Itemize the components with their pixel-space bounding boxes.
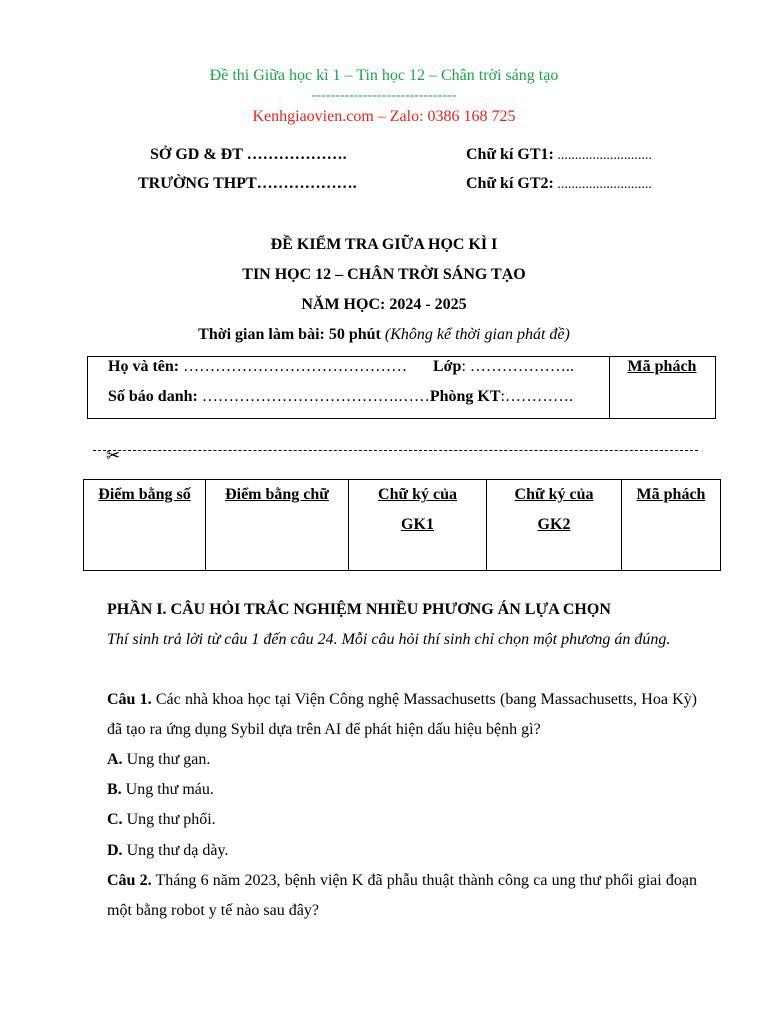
supervisor-1-dots: ........................... [553,148,652,163]
score-number-header: Điểm bằng số [84,480,206,571]
ma-phach-header: Mã phách [627,358,697,375]
candidate-number-line [108,388,573,406]
class-line [433,358,574,376]
school-name: TRƯỜNG THPT………………. [138,175,357,192]
option-letter: B. [107,781,122,798]
part1-heading: PHẦN I. CÂU HỎI TRẮC NGHIỆM NHIỀU PHƯƠNG ÁN LỰA CHỌN [107,601,611,618]
contact-line: Kenhgiaovien.com – Zalo: 0386 168 725 [252,108,516,125]
sbd-dots: ……………………………….…… [197,388,430,405]
option-text: Ung thư phổi. [122,811,216,828]
student-name-line [108,358,407,376]
question-2-label: Câu 2. [107,872,152,889]
option-letter: D. [107,842,123,859]
supervisor-2-signature [466,175,652,193]
option-letter: C. [107,811,123,828]
option-letter: A. [107,751,123,768]
exam-subject: TIN HỌC 12 – CHÂN TRỜI SÁNG TẠO [242,266,526,283]
cut-line [93,450,698,451]
part1-instruction: Thí sinh trả lời từ câu 1 đến câu 24. Mỗi câu hỏi thí sinh chỉ chọn một phương án đúng. [107,631,671,648]
score-table [83,479,721,571]
department-name: SỞ GD & ĐT ………………. [150,146,347,163]
option-text: Ung thư dạ dày. [122,842,229,859]
student-info-box [87,356,716,419]
supervisor-1-label: Chữ kí GT1: [466,146,554,163]
q1-option-d [107,836,697,866]
gk1-line2: GK1 [401,516,434,533]
sbd-label: Số báo danh: [108,388,198,405]
supervisor-2-label: Chữ kí GT2: [466,175,554,192]
document-top-title: Đề thi Giữa học kì 1 – Tin học 12 – Chân trời sáng tạo [209,67,559,84]
duration-label: Thời gian làm bài: 50 phút [198,326,381,343]
supervisor-2-dots: ........................... [553,177,652,192]
exam-duration [0,326,768,344]
duration-note: (Không kể thời gian phát đề) [384,326,570,343]
gk2-line2: GK2 [537,516,571,533]
class-dots: : ……………….. [461,358,574,375]
room-label: Phòng KT [429,388,501,405]
school-year: NĂM HỌC: 2024 - 2025 [301,296,467,313]
question-1 [107,685,697,745]
question-2 [107,866,697,926]
ma-phach-score-header: Mã phách [622,480,721,571]
gk1-line1: Chữ ký của [378,486,457,503]
option-text: Ung thư gan. [122,751,211,768]
question-1-text: Các nhà khoa học tại Viện Công nghệ Massachusetts (bang Massachusetts, Hoa Kỳ) đã tạo ra ứng dụng Sybil dựa trên AI để phát hiện dấu hiệu bệnh gì? [107,691,698,738]
question-2-text: Tháng 6 năm 2023, bệnh viện K đã phẫu thuật thành công ca ung thư phổi giai đoạn một bằng robot y tế nào sau đây? [107,872,697,919]
score-words-header: Điểm bằng chữ [206,480,349,571]
name-dots: …………………………………… [179,358,408,375]
gk2-signature-header [487,480,622,571]
gk2-line1: Chữ ký của [514,486,594,503]
q1-option-c [107,805,697,835]
class-label: Lớp [433,358,462,375]
q1-option-b [107,775,697,805]
title-separator: ------------------------------- [311,88,457,103]
option-text: Ung thư máu. [121,781,214,798]
supervisor-1-signature [466,146,652,164]
gk1-signature-header [349,480,487,571]
exam-title: ĐỀ KIỂM TRA GIỮA HỌC KÌ I [270,236,498,253]
q1-option-a [107,745,697,775]
scissors-icon: ✂ [106,446,121,465]
room-dots: :…………. [500,388,573,405]
question-1-label: Câu 1. [107,691,152,708]
name-label: Họ và tên: [108,358,180,375]
